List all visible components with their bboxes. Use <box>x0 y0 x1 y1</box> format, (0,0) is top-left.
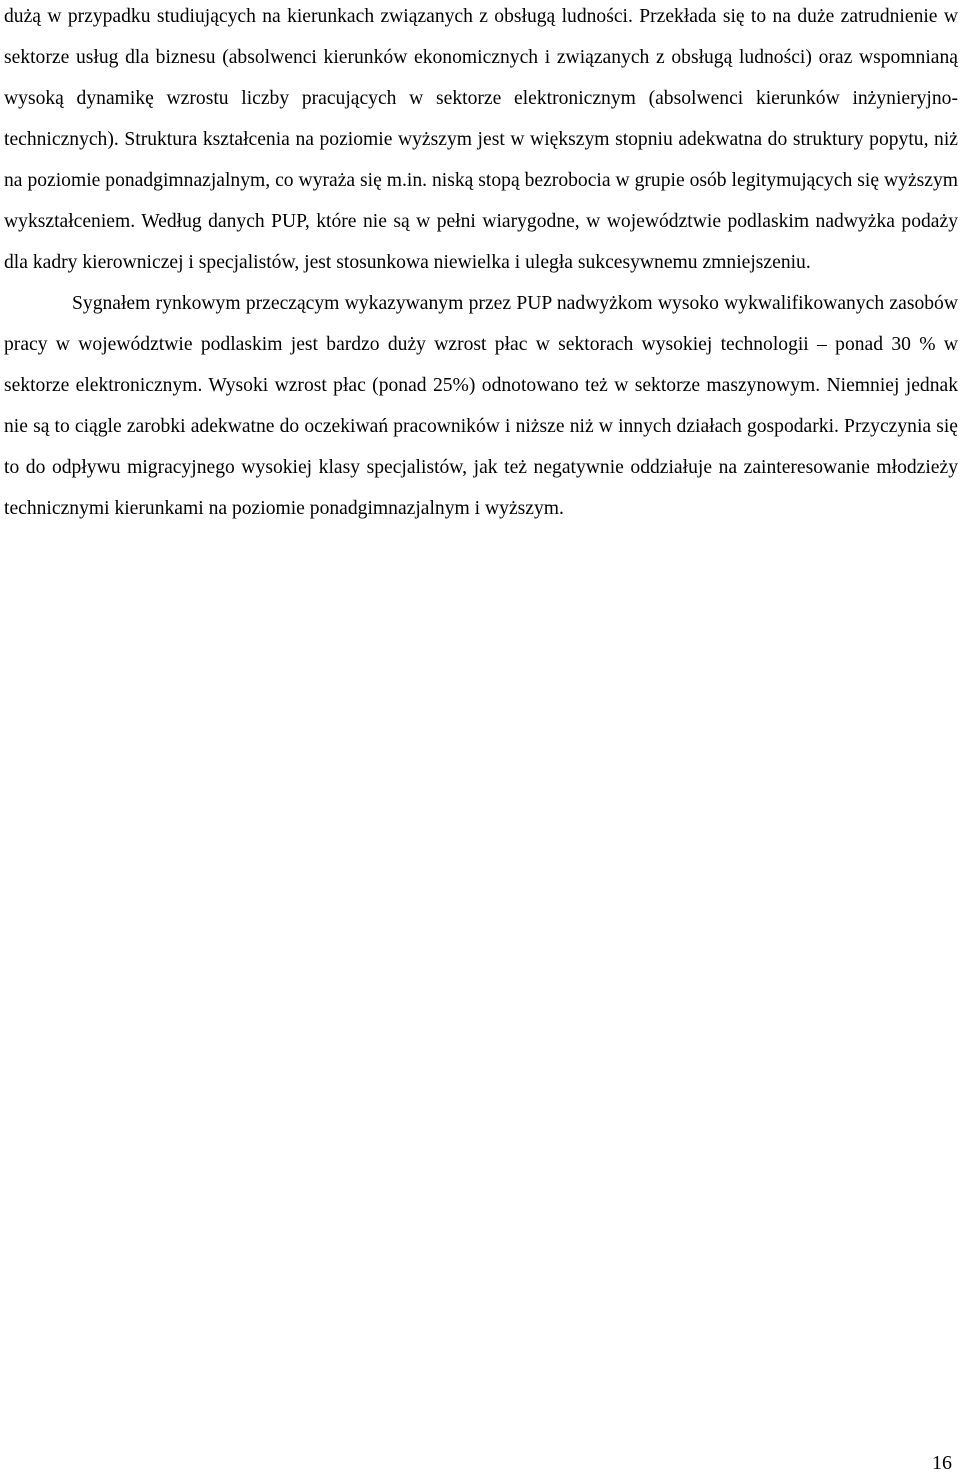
paragraph-continued: dużą w przypadku studiujących na kierunkach związanych z obsługą ludności. Przekłada się to na duże zatrudnienie w sektorze usług dla biznesu (absolwenci kierunków ekonomicznych i związanych z obsługą ludności) oraz wspomnianą wysoką dynamikę wzrostu liczby pracujących w sektorze elektronicznym (absolwenci kierunków inżynieryjno-technicznych). Struktura kształcenia na poziomie wyższym jest w większym stopniu adekwatna do struktury popytu, niż na poziomie ponadgimnazjalnym, co wyraża się m.in. niską stopą bezrobocia w grupie osób legitymujących się wyższym wykształceniem. Według danych PUP, które nie są w pełni wiarygodne, w województwie podlaskim nadwyżka podaży dla kadry kierowniczej i specjalistów, jest stosunkowa niewielka i uległa sukcesywnemu zmniejszeniu. <box>4 6 958 273</box>
body-text <box>4 0 958 529</box>
page-number: 16 <box>932 1452 952 1474</box>
paragraph-wages: Sygnałem rynkowym przeczącym wykazywanym przez PUP nadwyżkom wysoko wykwalifikowanych zasobów pracy w województwie podlaskim jest bardzo duży wzrost płac w sektorach wysokiej technologii – ponad 30 % w sektorze elektronicznym. Wysoki wzrost płac (ponad 25%) odnotowano też w sektorze maszynowym. Niemniej jednak nie są to ciągle zarobki adekwatne do oczekiwań pracowników i niższe niż w innych działach gospodarki. Przyczynia się to do odpływu migracyjnego wysokiej klasy specjalistów, jak też negatywnie oddziałuje na zainteresowanie młodzieży technicznymi kierunkami na poziomie ponadgimnazjalnym i wyższym. <box>4 293 958 519</box>
